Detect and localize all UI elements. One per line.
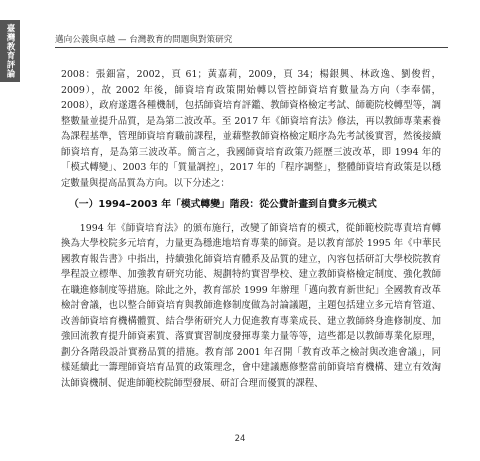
- paragraph-1: 2008：張鈿富，2002，頁 61；黃嘉莉，2009，頁 34；楊銀興、林政逸、劉俊哲，2009），故 2002 年後，師資培育政策開始轉以管控師資培育數量為方向（李奉儒，2008），政府遂選各種機制，包括師資培育評鑑、教師資格檢定考試、師範院校轉型等，調整數量並提升品質，是為第二波改革。至 2017 年《師資培育法》修法，再以教師專業素養為課程基準，管理師資培育職前課程，並藉整教師資格檢定順序為先考試後實習，然後接續師資培育，是為第三波改革。簡言之，我國師資培育政策乃經歷三波改革，即 1994 年的「模式轉變」、2003 年的「質量調控」，2017 年的「程序調整」，整體師資培育政策是以穩定數量與提高品質為方向。以下分述之：: [61, 69, 441, 189]
- paragraph-2: 1994 年《師資培育法》的頒布施行，改變了師資培育的模式，從師範校院專責培育轉換為大學校院多元培育，力量更為穩進地培育專業的師資。是以教育部於 1995 年《中華民國教育報告書》中指出，持續強化師資培育體系及品質的建立，內容包括研訂大學校院教育學程設立標準、加強教育研究功能、規劃特約實習學校、建立教師資格檢定制度、強化教師在職進修制度等措施。除此之外，教育部於 1999 年辦理「邁向教育新世紀」全國教育改革檢討會議，也以整合師資培育與教師進修制度做為討論議題，主題包括建立多元培育管道、改善師資培育機構體質、結合學術研究人力促進教育專業成長、建立教師終身進修制度、加強回流教育提升師資素質、落實實習制度發揮專業力量等等，這些都是以教師專業化原理，劃分各階段設計實務品質的措施。教育部 2001 年召開「教育改革之檢討與改進會議」，同樣延續此一籌理師資培育品質的政策理念，會中建議應修整當前師資培育機構、建立有效淘汰師資機制、促進師範校院師型發展、研訂合理而優質的課程、: [61, 222, 441, 389]
- page-body: [61, 67, 441, 391]
- side-tab: [0, 20, 20, 82]
- section-heading: （一）1994–2003 年「模式轉變」階段：從公費計畫到自費多元模式: [69, 199, 377, 210]
- header-rule: [55, 47, 448, 48]
- running-header: 邁向公義與卓越 — 台灣教育的問題與對策研究: [55, 35, 233, 45]
- page-number: 24: [234, 434, 246, 444]
- side-tab-label: 臺灣教育評論: [5, 24, 15, 78]
